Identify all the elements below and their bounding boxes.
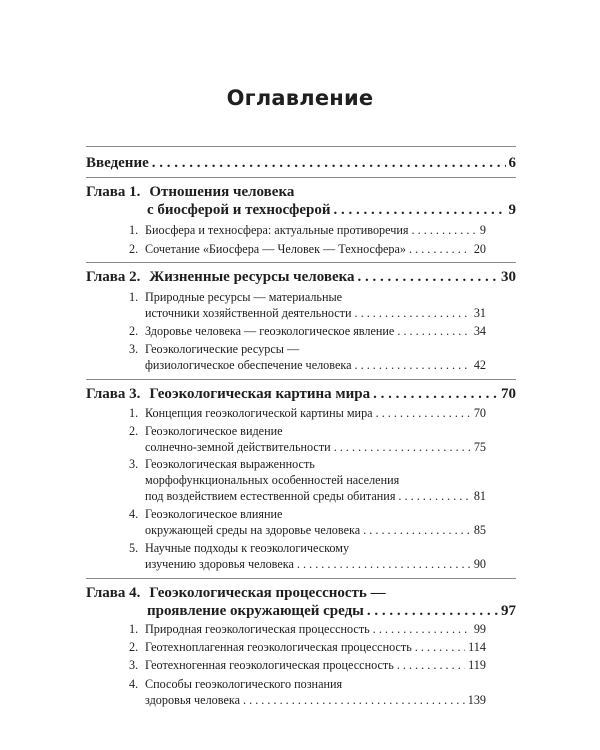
toc-page-number: 6 bbox=[508, 155, 516, 171]
section-number: 1. bbox=[129, 622, 139, 636]
toc-section-4-3[interactable] bbox=[86, 657, 486, 673]
toc-chapter-3[interactable] bbox=[86, 385, 516, 403]
section-title-line: Здоровье человека — геоэкологическое явление bbox=[145, 324, 395, 338]
section-number: 2. bbox=[129, 424, 139, 438]
toc-section-4-2[interactable] bbox=[86, 639, 486, 655]
chapter-title-line: Геоэкологическая картина мира bbox=[149, 386, 371, 402]
section-number: 1. bbox=[129, 406, 139, 420]
section-title-line: физиологическое обеспечение человека bbox=[145, 358, 352, 372]
toc-entry-introduction[interactable] bbox=[86, 154, 516, 172]
section-title-line: Геоэкологическая выраженность bbox=[145, 457, 315, 471]
toc-section-3-1[interactable] bbox=[86, 405, 486, 421]
toc-page-number: 20 bbox=[473, 242, 486, 256]
chapter-title-line: с биосферой и техносферой bbox=[147, 202, 331, 218]
toc-page-number: 99 bbox=[473, 622, 486, 636]
dot-leader bbox=[334, 201, 506, 219]
dot-leader bbox=[152, 154, 506, 172]
section-number: 1. bbox=[129, 290, 139, 304]
toc-section-2-3[interactable] bbox=[86, 341, 486, 373]
toc-section-4-1[interactable] bbox=[86, 621, 486, 637]
section-title-line: окружающей среды на здоровье человека bbox=[145, 523, 361, 537]
divider bbox=[86, 379, 516, 380]
toc-section-3-2[interactable] bbox=[86, 423, 486, 455]
section-number: 2. bbox=[129, 324, 139, 338]
chapter-prefix: Глава 4. bbox=[86, 585, 141, 601]
section-title-line: источники хозяйственной деятельности bbox=[145, 306, 352, 320]
divider bbox=[86, 262, 516, 263]
section-title-line: Способы геоэкологического познания bbox=[145, 677, 343, 691]
section-number: 2. bbox=[129, 242, 139, 256]
toc-page-number: 70 bbox=[501, 386, 516, 402]
toc-page-number: 81 bbox=[473, 489, 486, 503]
toc-page-number: 42 bbox=[473, 358, 486, 372]
section-number: 3. bbox=[129, 658, 139, 672]
dot-leader bbox=[373, 621, 471, 637]
section-number: 4. bbox=[129, 677, 139, 691]
section-title-line: Биосфера и техносфера: актуальные противоречия bbox=[145, 223, 409, 237]
section-number: 1. bbox=[129, 223, 139, 237]
dot-leader bbox=[243, 692, 465, 708]
toc-entry-label: Введение bbox=[86, 155, 149, 171]
toc-section-1-2[interactable] bbox=[86, 241, 486, 257]
dot-leader bbox=[355, 305, 471, 321]
section-number: 2. bbox=[129, 640, 139, 654]
section-title-line: Геоэкологическое влияние bbox=[145, 507, 283, 521]
section-title-line: морфофункциональных особенностей населения bbox=[145, 473, 400, 487]
dot-leader bbox=[334, 439, 471, 455]
dot-leader bbox=[397, 657, 465, 673]
chapter-title-line: Жизненные ресурсы человека bbox=[149, 269, 355, 285]
toc-page-number: 85 bbox=[473, 523, 486, 537]
toc-section-3-5[interactable] bbox=[86, 540, 486, 572]
dot-leader bbox=[358, 268, 498, 286]
chapter-title-line: Отношения человека bbox=[149, 184, 295, 200]
toc-section-2-2[interactable] bbox=[86, 323, 486, 339]
chapter-prefix: Глава 2. bbox=[86, 269, 141, 285]
chapter-prefix: Глава 3. bbox=[86, 386, 141, 402]
section-number: 3. bbox=[129, 342, 139, 356]
chapter-title-line: Геоэкологическая процессность — bbox=[149, 585, 386, 601]
section-title-line: Природные ресурсы — материальные bbox=[145, 290, 343, 304]
toc-page-number: 9 bbox=[508, 202, 516, 218]
toc-chapter-4[interactable] bbox=[86, 584, 516, 620]
dot-leader bbox=[398, 488, 470, 504]
section-title-line: солнечно-земной действительности bbox=[145, 440, 331, 454]
toc-page-number: 119 bbox=[468, 658, 486, 672]
toc-page-number: 31 bbox=[473, 306, 486, 320]
dot-leader bbox=[397, 323, 470, 339]
toc-page-number: 90 bbox=[473, 557, 486, 571]
toc-chapter-2[interactable] bbox=[86, 268, 516, 286]
toc-chapter-1[interactable] bbox=[86, 183, 516, 219]
dot-leader bbox=[412, 222, 477, 238]
toc-page-number: 139 bbox=[467, 693, 486, 707]
section-title-line: Геоэкологическое видение bbox=[145, 424, 283, 438]
toc-section-4-4[interactable] bbox=[86, 676, 486, 708]
toc-section-1-1[interactable] bbox=[86, 222, 486, 238]
dot-leader bbox=[409, 241, 471, 257]
toc-page-number: 75 bbox=[473, 440, 486, 454]
toc-page-number: 97 bbox=[501, 603, 516, 619]
divider bbox=[86, 146, 516, 147]
page-title: Оглавление bbox=[226, 86, 374, 110]
dot-leader bbox=[355, 357, 471, 373]
toc-section-3-3[interactable] bbox=[86, 456, 486, 504]
toc-section-3-4[interactable] bbox=[86, 506, 486, 538]
section-title-line: Природная геоэкологическая процессность bbox=[145, 622, 370, 636]
toc-page-number: 34 bbox=[473, 324, 486, 338]
toc-page-number: 114 bbox=[468, 640, 486, 654]
divider bbox=[86, 177, 516, 178]
dot-leader bbox=[376, 405, 471, 421]
dot-leader bbox=[415, 639, 465, 655]
section-title-line: изучению здоровья человека bbox=[145, 557, 294, 571]
toc-page-number: 9 bbox=[479, 223, 486, 237]
section-number: 4. bbox=[129, 507, 139, 521]
section-title-line: здоровья человека bbox=[145, 693, 240, 707]
section-title-line: Концепция геоэкологической картины мира bbox=[145, 406, 373, 420]
toc-page-number: 30 bbox=[501, 269, 516, 285]
section-title-line: Сочетание «Биосфера — Человек — Техносфера» bbox=[145, 242, 406, 256]
section-title-line: Научные подходы к геоэкологическому bbox=[145, 541, 350, 555]
toc-section-2-1[interactable] bbox=[86, 289, 486, 321]
dot-leader bbox=[373, 385, 498, 403]
chapter-prefix: Глава 1. bbox=[86, 184, 141, 200]
divider bbox=[86, 578, 516, 579]
dot-leader bbox=[363, 522, 471, 538]
section-number: 3. bbox=[129, 457, 139, 471]
section-title-line: Геотехногенная геоэкологическая процессность bbox=[145, 658, 394, 672]
dot-leader bbox=[297, 556, 471, 572]
section-number: 5. bbox=[129, 541, 139, 555]
section-title-line: Геоэкологические ресурсы — bbox=[145, 342, 300, 356]
section-title-line: под воздействием естественной среды обитания bbox=[145, 489, 396, 503]
dot-leader bbox=[367, 602, 498, 620]
section-title-line: Геотехноплагенная геоэкологическая процессность bbox=[145, 640, 412, 654]
chapter-title-line: проявление окружающей среды bbox=[147, 603, 364, 619]
toc-page-number: 70 bbox=[473, 406, 486, 420]
